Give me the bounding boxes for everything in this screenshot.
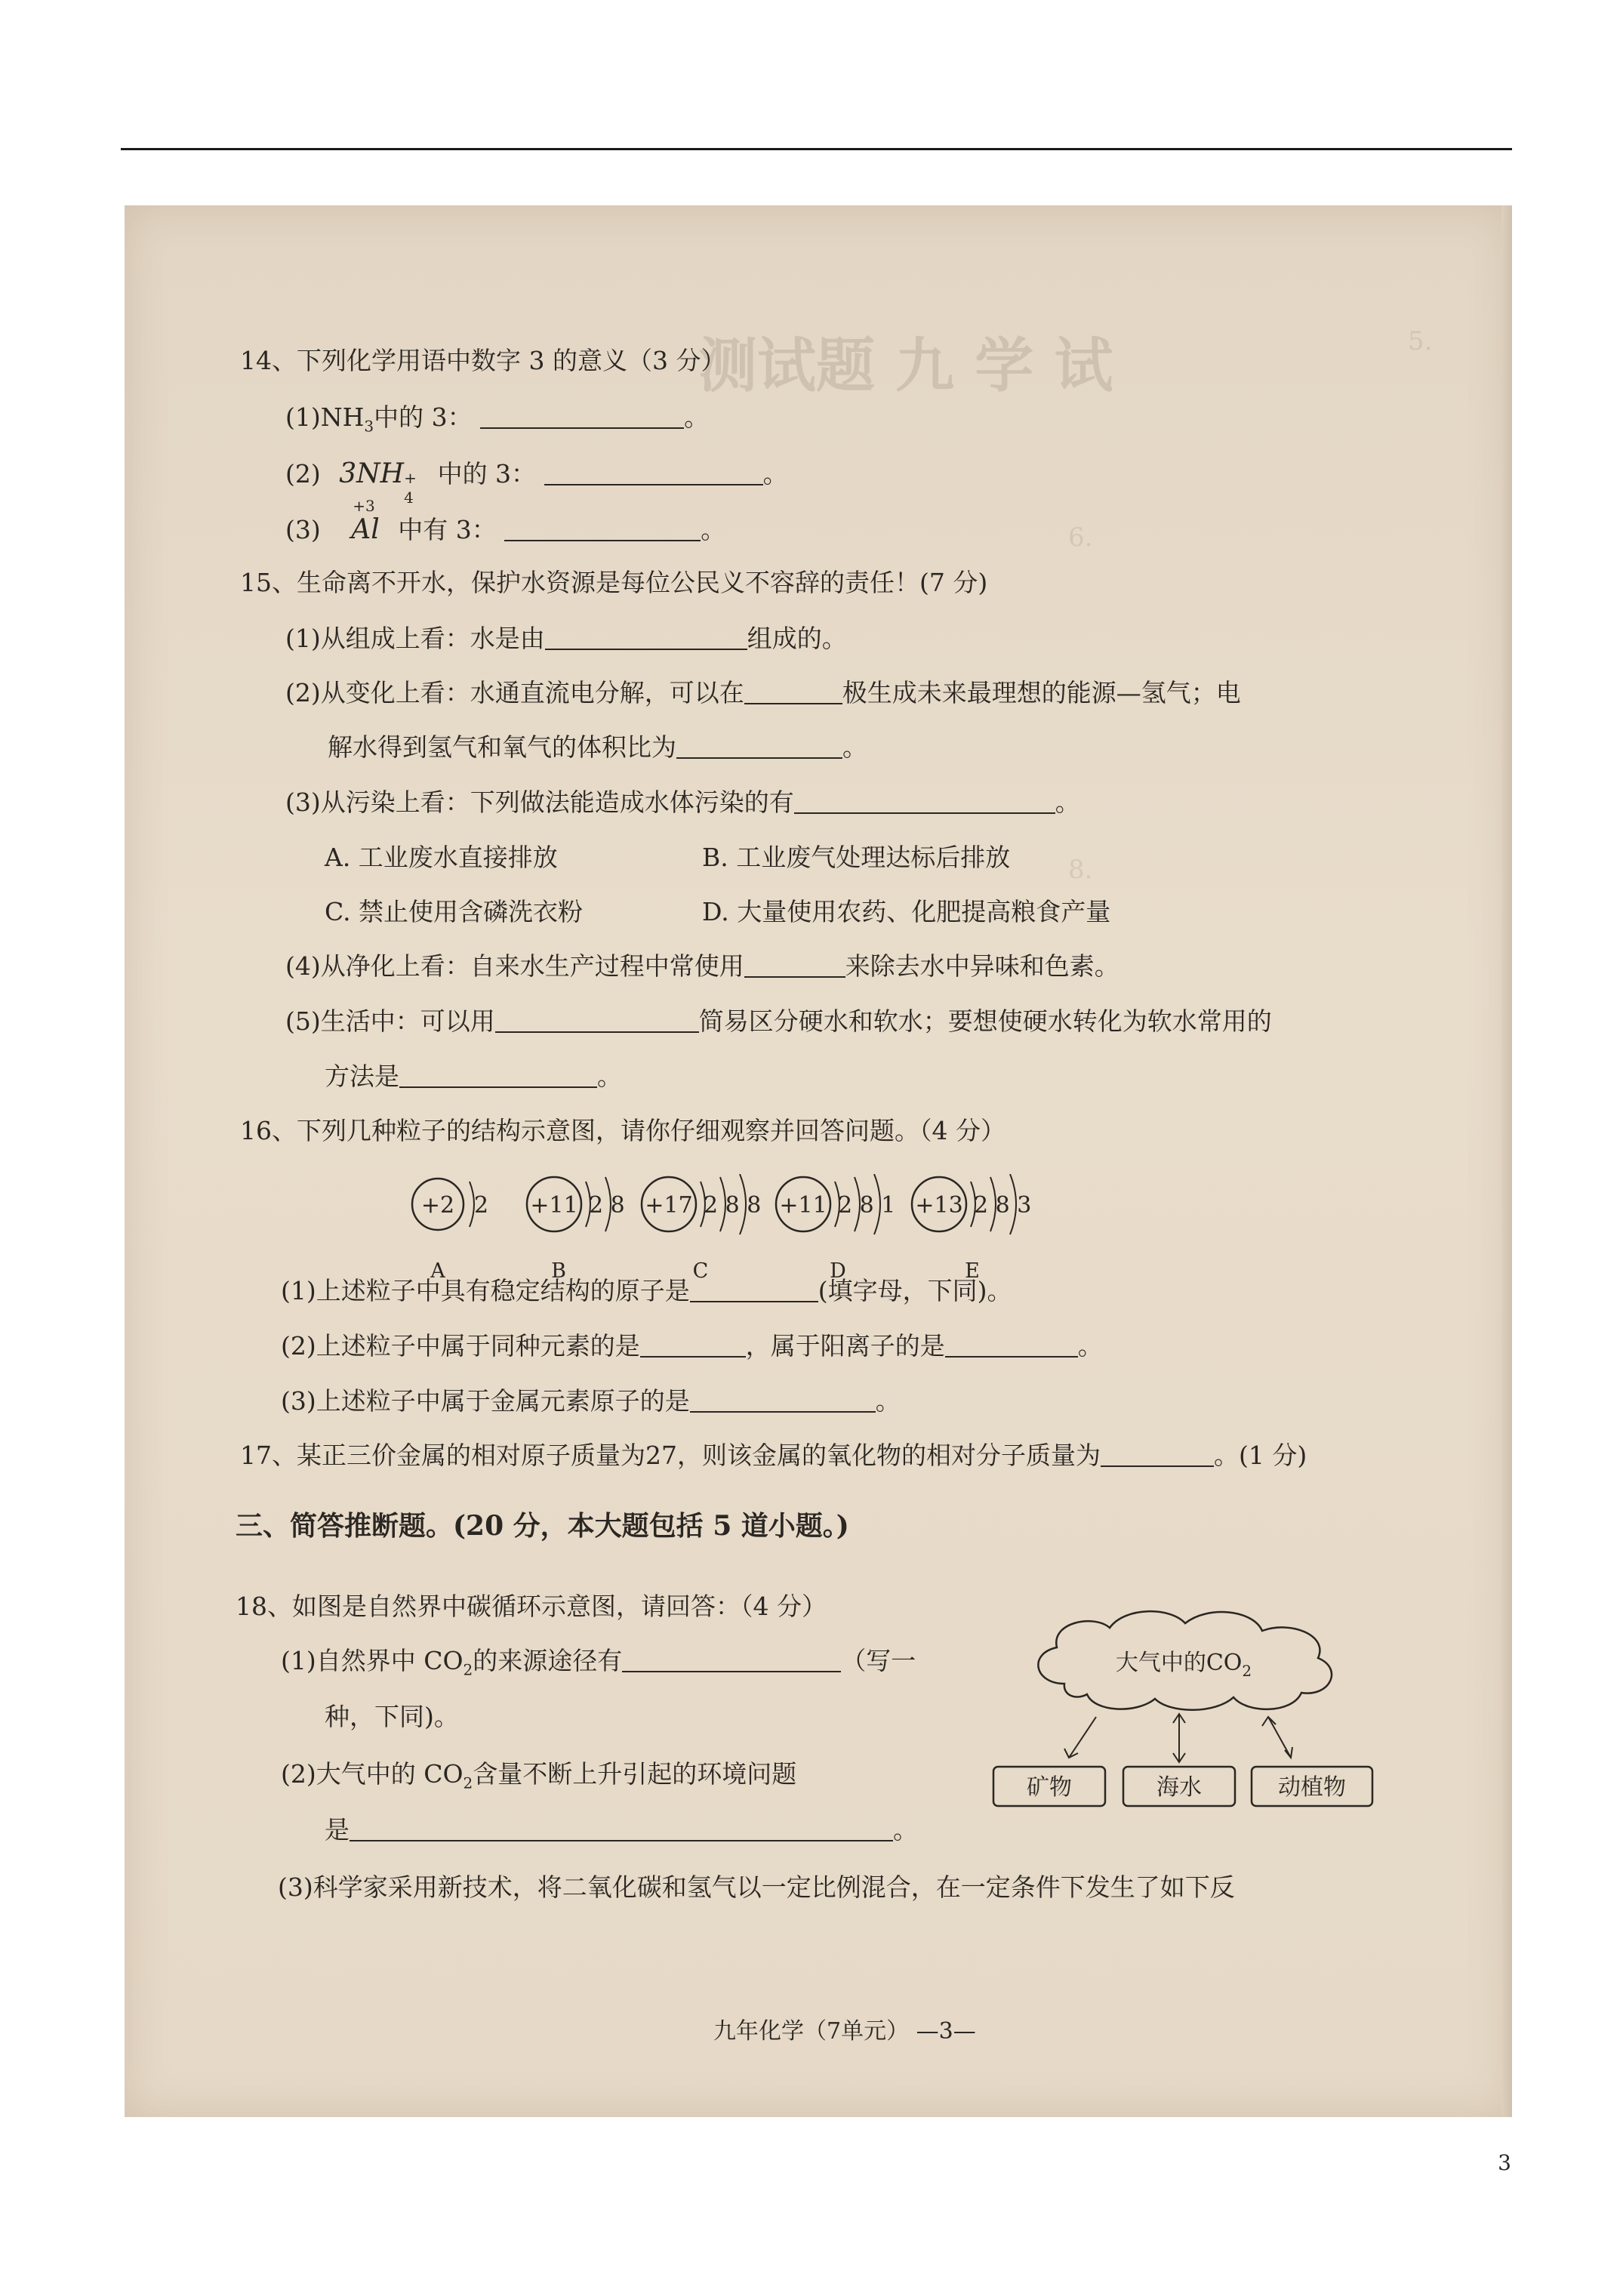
- particle-c: [642, 1174, 761, 1234]
- particle-d: [776, 1174, 895, 1234]
- q18-part2-cont: 是 。: [325, 1815, 918, 1845]
- q15-part1: (1)从组成上看：水是由 组成的。: [285, 624, 847, 653]
- q18-part3: (3)科学家采用新技术，将二氧化碳和氢气以一定比例混合，在一定条件下发生了如下反: [278, 1872, 1235, 1902]
- particle-d-nucleus: +11: [779, 1192, 827, 1219]
- q18-answer-blank-2[interactable]: [350, 1817, 893, 1841]
- q15-answer-blank-6[interactable]: [495, 1009, 699, 1033]
- q15-option-a: A. 工业废水直接排放: [325, 843, 558, 872]
- q15-answer-blank-2[interactable]: [744, 680, 842, 704]
- particle-a-label: A: [430, 1259, 445, 1283]
- q15-answer-blank-1[interactable]: [545, 626, 747, 650]
- q15-answer-blank-4[interactable]: [794, 790, 1055, 814]
- q15-part5: (5)生活中：可以用 简易区分硬水和软水；要想使硬水转化为软水常用的: [285, 1006, 1272, 1036]
- q15-option-d: D. 大量使用农药、化肥提高粮食产量: [702, 897, 1111, 926]
- particle-b: [527, 1177, 625, 1231]
- q14-answer-blank-3[interactable]: [504, 517, 701, 541]
- cloud-label: 大气中的$CO_2$: [1115, 1650, 1252, 1680]
- q15-part2: (2)从变化上看：水通直流电分解，可以在 极生成未来最理想的能源—氢气；电: [285, 678, 1241, 707]
- bleed-through-text: 6.: [1068, 522, 1093, 553]
- sea-water-label: 海水: [1156, 1774, 1202, 1801]
- particle-d-shells: 2 8 1: [838, 1192, 896, 1219]
- plants-animals-label: 动植物: [1278, 1774, 1346, 1801]
- atom-structure-figure: [400, 1174, 1125, 1287]
- q16-answer-blank-1[interactable]: [690, 1278, 818, 1302]
- q15-answer-blank-3[interactable]: [676, 735, 842, 759]
- particle-a-shells: 2: [474, 1192, 489, 1219]
- particle-e-label: E: [965, 1259, 980, 1283]
- section-3-heading: 三、简答推断题。(20 分，本大题包括 5 道小题。): [236, 1510, 849, 1542]
- q14-part1: $(1)NH_3$中的 3： 。: [285, 402, 710, 436]
- particle-a-nucleus: +2: [420, 1192, 455, 1219]
- particle-b-shells: 2 8: [589, 1192, 625, 1219]
- scan-edge: [1501, 205, 1512, 2117]
- q16-answer-blank-3[interactable]: [945, 1333, 1078, 1358]
- q15-title: 15、生命离不开水，保护水资源是每位公民义不容辞的责任！(7 分): [240, 568, 988, 597]
- q14-answer-blank-1[interactable]: [480, 405, 684, 429]
- q17-answer-blank[interactable]: [1101, 1443, 1214, 1467]
- particle-e-nucleus: +13: [915, 1192, 963, 1219]
- q15-answer-blank-5[interactable]: [744, 954, 845, 978]
- q18-title: 18、如图是自然界中碳循环示意图，请回答：（4 分）: [236, 1592, 827, 1621]
- q17: 17、某正三价金属的相对原子质量为27，则该金属的氧化物的相对分子质量为 。(1 分): [240, 1441, 1307, 1470]
- particle-a: [412, 1179, 488, 1230]
- particle-b-nucleus: +11: [530, 1192, 578, 1219]
- q15-answer-blank-7[interactable]: [399, 1064, 597, 1088]
- page-number: 3: [1498, 2150, 1511, 2175]
- q16-answer-blank-2[interactable]: [640, 1333, 746, 1358]
- exam-footer: 九年化学（7单元） —3—: [713, 2018, 976, 2045]
- bleed-through-title: 测试题 九 学 试: [698, 331, 1113, 400]
- q14-answer-blank-2[interactable]: [544, 461, 763, 485]
- q14-part3: (3) +3 Al 中有 3： 。: [285, 497, 726, 545]
- q18-part2: (2)大气中的 $CO_2$含量不断上升引起的环境问题: [281, 1759, 797, 1792]
- q15-part4: (4)从净化上看：自来水生产过程中常使用 来除去水中异味和色素。: [285, 951, 1119, 981]
- q14-title: 14、下列化学用语中数字 3 的意义（3 分）: [240, 346, 726, 375]
- q18-answer-blank-1[interactable]: [622, 1648, 841, 1672]
- minerals-label: 矿物: [1027, 1774, 1072, 1801]
- particle-c-label: C: [692, 1259, 709, 1283]
- bleed-through-text: 5.: [1408, 326, 1433, 356]
- carbon-cycle-diagram: [981, 1601, 1389, 1820]
- q16-part3: (3)上述粒子中属于金属元素原子的是 。: [281, 1386, 901, 1416]
- arrow-to-minerals: [1069, 1717, 1096, 1758]
- particle-e-shells: 2 8 3: [974, 1192, 1032, 1219]
- top-rule: [121, 148, 1512, 150]
- particle-d-label: D: [830, 1259, 846, 1283]
- bleed-through-text: 8.: [1068, 855, 1093, 885]
- particle-e: [912, 1174, 1031, 1234]
- q15-option-b: B. 工业废气处理达标后排放: [702, 843, 1011, 872]
- q16-part1: (1)上述粒子中具有稳定结构的原子是 (填字母，下同)。: [281, 1276, 1012, 1305]
- arrow-to-organisms: [1268, 1717, 1291, 1758]
- particle-c-nucleus: +17: [645, 1192, 693, 1219]
- particle-b-label: B: [551, 1259, 566, 1283]
- q16-part2: (2)上述粒子中属于同种元素的是 ，属于阳离子的是 。: [281, 1331, 1103, 1361]
- q15-part2-cont: 解水得到氢气和氧气的体积比为 。: [328, 732, 867, 762]
- q16-answer-blank-4[interactable]: [690, 1388, 876, 1413]
- arrow-head: [1262, 1717, 1276, 1726]
- q15-part3: (3)从污染上看：下列做法能造成水体污染的有 。: [285, 787, 1080, 817]
- q15-part5-cont: 方法是 。: [325, 1062, 622, 1091]
- q18-part1: (1)自然界中 $CO_2$的来源途径有 （写一: [281, 1646, 916, 1679]
- q14-part2: (2) 3NH + 4 中的 3： 。: [285, 458, 788, 507]
- q15-option-c: C. 禁止使用含磷洗衣粉: [325, 897, 584, 926]
- q16-title: 16、下列几种粒子的结构示意图，请你仔细观察并回答问题。（4 分）: [240, 1116, 1006, 1145]
- q18-part1-cont: 种，下同)。: [325, 1702, 459, 1731]
- particle-c-shells: 2 8 8: [704, 1192, 762, 1219]
